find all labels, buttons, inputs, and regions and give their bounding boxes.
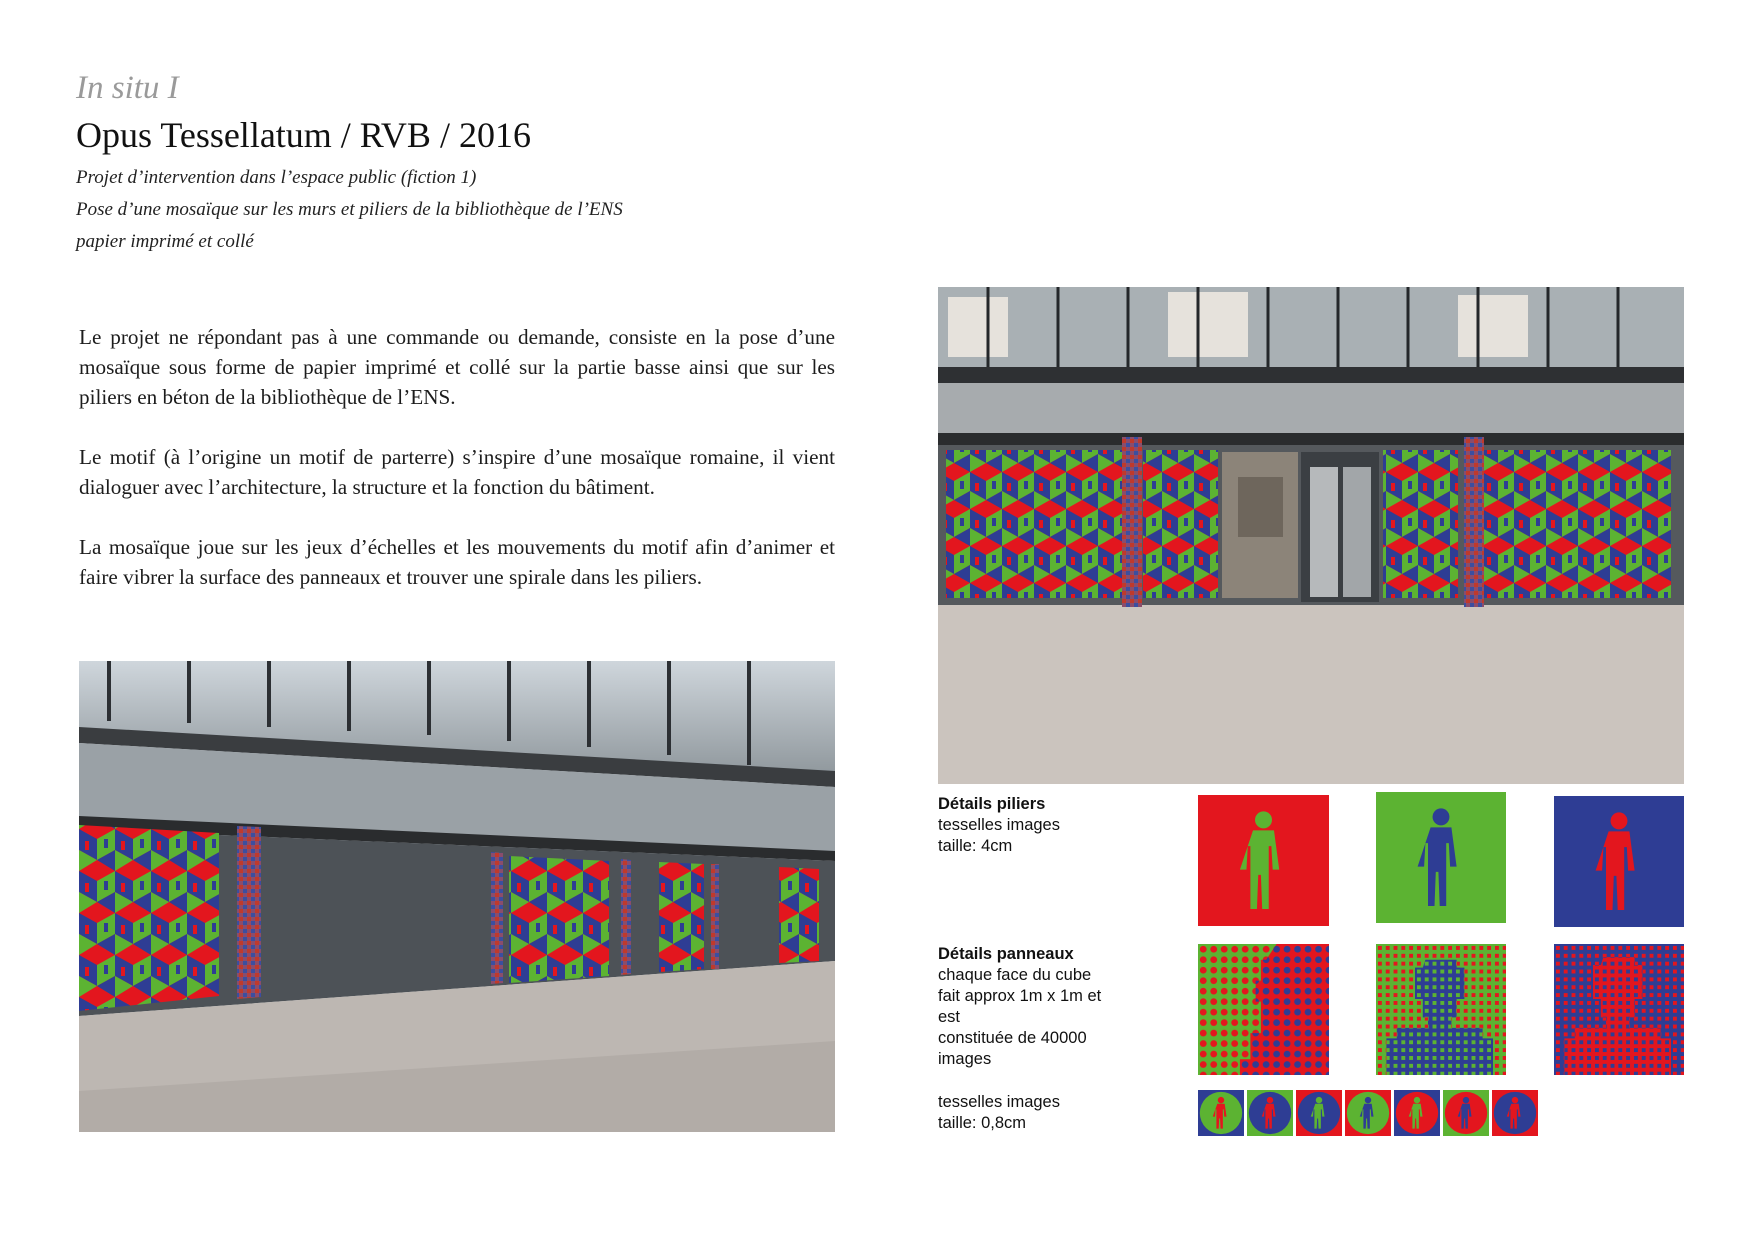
tesselle-tile xyxy=(1345,1090,1391,1136)
details-line: tesselles images xyxy=(938,816,1060,834)
details-line: images xyxy=(938,1050,992,1068)
page-title: Opus Tessellatum / RVB / 2016 xyxy=(76,115,531,155)
details-line: tesselles images xyxy=(938,1093,1060,1111)
details-line: est xyxy=(938,1008,961,1026)
tile-panel-blue-red xyxy=(1554,944,1684,1075)
details-tesselles xyxy=(938,1092,1138,1134)
tile-panel-red-green xyxy=(1198,944,1329,1075)
tesselle-tile xyxy=(1198,1090,1244,1136)
subtitle-line: papier imprimé et collé xyxy=(76,231,254,252)
subtitle-block xyxy=(76,162,623,258)
details-panneaux-title: Détails panneaux xyxy=(938,945,1074,963)
tile-panel-green-blue xyxy=(1376,944,1506,1075)
details-line: fait approx 1m x 1m et xyxy=(938,987,1102,1005)
details-line: taille: 0,8cm xyxy=(938,1114,1027,1132)
details-piliers-title: Détails piliers xyxy=(938,795,1046,813)
tesselle-tile xyxy=(1296,1090,1342,1136)
body-text xyxy=(79,322,835,622)
subtitle-line: Projet d’intervention dans l’espace public (fiction 1) xyxy=(76,167,477,188)
details-piliers xyxy=(938,794,1138,857)
details-panneaux xyxy=(938,944,1138,1070)
tile-pillar-red xyxy=(1198,795,1329,926)
details-line: taille: 4cm xyxy=(938,837,1013,855)
photo-facade-perspective xyxy=(79,661,835,1132)
tesselle-tile xyxy=(1443,1090,1489,1136)
section-kicker: In situ I xyxy=(76,70,179,106)
tesselle-tile xyxy=(1492,1090,1538,1136)
body-paragraph: Le projet ne répondant pas à une commande ou demande, consiste en la pose d’une mosaïque sous forme de papier imprimé et collé sur la partie basse ainsi que sur les piliers en béton de la bibliothèque de l’ENS. xyxy=(79,325,835,409)
body-paragraph: Le motif (à l’origine un motif de parterre) s’inspire d’une mosaïque romaine, il vient dialoguer avec l’architecture, la structure et la fonction du bâtiment. xyxy=(79,445,835,499)
body-paragraph: La mosaïque joue sur les jeux d’échelles et les mouvements du motif afin d’animer et faire vibrer la surface des panneaux et trouver une spirale dans les piliers. xyxy=(79,535,835,589)
photo-facade-frontal xyxy=(938,287,1684,784)
tile-pillar-blue xyxy=(1554,796,1684,927)
subtitle-line: Pose d’une mosaïque sur les murs et piliers de la bibliothèque de l’ENS xyxy=(76,199,623,220)
tesselle-tile xyxy=(1247,1090,1293,1136)
details-line: constituée de 40000 xyxy=(938,1029,1087,1047)
tile-pillar-green xyxy=(1376,792,1506,923)
details-line: chaque face du cube xyxy=(938,966,1092,984)
tesselle-tile xyxy=(1394,1090,1440,1136)
